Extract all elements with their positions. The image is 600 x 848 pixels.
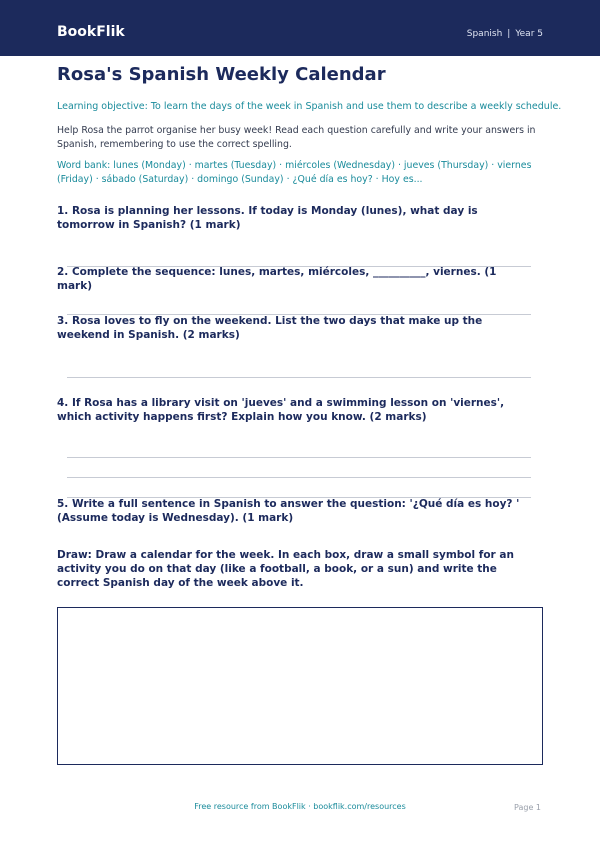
question-1: 1. Rosa is planning her lessons. If today is Monday (lunes), what day is tomorrow in Spanish? (1 mark) [57, 205, 478, 231]
answer-line-3b[interactable] [67, 377, 531, 378]
meta-separator: | [507, 29, 511, 39]
question-5: 5. Write a full sentence in Spanish to answer the question: '¿Qué día es hoy? ' (Assume today is Wednesday). (1 mark) [57, 498, 520, 524]
year-label: Year 5 [515, 29, 543, 39]
learning-objective: Learning objective: To learn the days of the week in Spanish and use them to describe a weekly schedule. [57, 101, 562, 112]
subject-year-label [467, 29, 543, 39]
question-2: 2. Complete the sequence: lunes, martes, miércoles, __________, viernes. (1 mark) [57, 266, 497, 292]
draw-task: Draw: Draw a calendar for the week. In each box, draw a small symbol for an activity you do on that day (like a football, a book, or a sun) and write the correct Spanish day of the week above it. [57, 549, 514, 589]
page-title: Rosa's Spanish Weekly Calendar [57, 64, 386, 85]
brand-logo-text[interactable]: BookFlik [57, 24, 125, 40]
footer-text[interactable]: Free resource from BookFlik · bookflik.com/resources [194, 802, 406, 811]
drawing-box[interactable] [57, 607, 543, 765]
header-bar [0, 0, 600, 56]
question-4: 4. If Rosa has a library visit on 'jueves' and a swimming lesson on 'viernes', which activity happens first? Explain how you know. (2 marks) [57, 397, 505, 423]
answer-line-4b[interactable] [67, 477, 531, 478]
intro-text: Help Rosa the parrot organise her busy week! Read each question carefully and write your answers in Spanish, remembering to use the correct spelling. [57, 125, 536, 150]
subject-label: Spanish [466, 29, 503, 39]
page-number: Page 1 [514, 803, 541, 812]
answer-line-4a[interactable] [67, 457, 531, 458]
question-3: 3. Rosa loves to fly on the weekend. List the two days that make up the weekend in Spanish. (2 marks) [57, 315, 483, 341]
word-bank: Word bank: lunes (Monday) · martes (Tuesday) · miércoles (Wednesday) · jueves (Thursday) · viernes (Friday) · sábado (Saturday) · domingo (Sunday) · ¿Qué día es hoy? · Hoy es... [57, 160, 532, 185]
